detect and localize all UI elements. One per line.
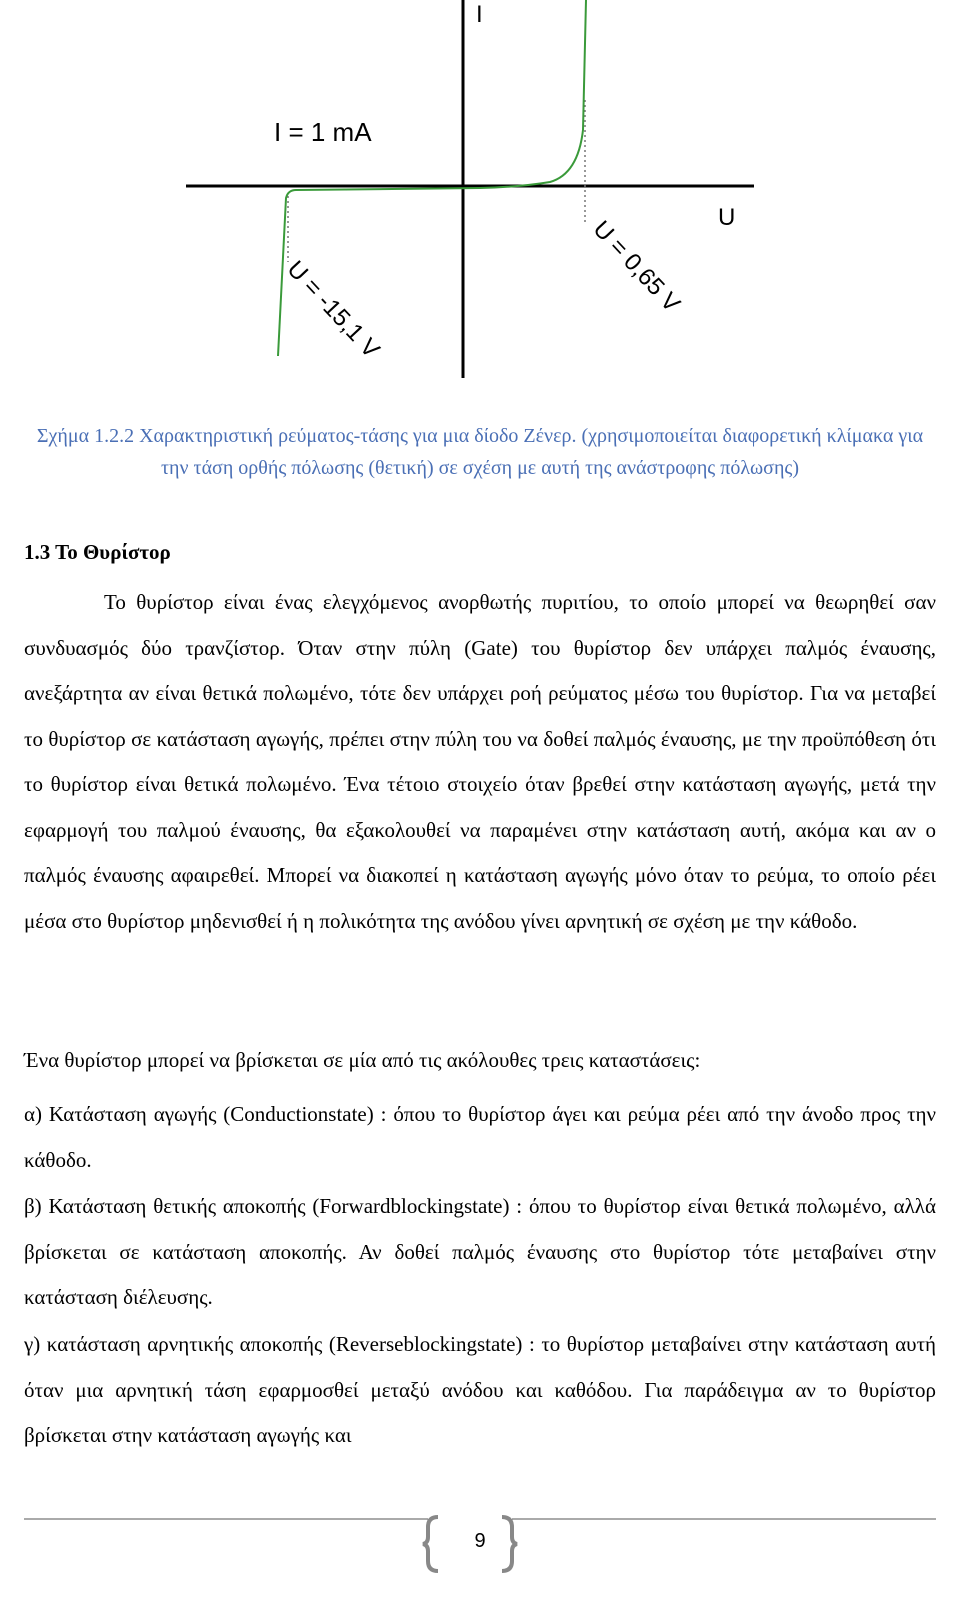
zener-iv-figure — [180, 0, 760, 400]
section-title: 1.3 Το Θυρίστορ — [24, 540, 171, 564]
paragraph-conduction-state: α) Κατάσταση αγωγής (Conductionstate) : όπου το θυρίστορ άγει και ρεύμα ρέει από την άνοδο προς την κάθοδο. — [24, 1102, 936, 1172]
i-axis-label: I — [476, 1, 483, 28]
paragraph-states-intro: Ένα θυρίστορ μπορεί να βρίσκεται σε μία από τις ακόλουθες τρεις καταστάσεις: — [24, 1048, 701, 1072]
reverse-voltage-label: U = -15,1 V — [281, 255, 385, 364]
page-number: 9 — [474, 1530, 486, 1552]
paragraph-reverse-blocking-state: γ) κατάσταση αρνητικής αποκοπής (Reverseblockingstate) : το θυρίστορ μεταβαίνει στην κατάσταση αυτή όταν μια αρνητική τάση εφαρμοσθεί μεταξύ ανόδου και καθόδου. Για παράδειγμα αν το θυρίστορ βρίσκεται στην κατάσταση αγωγής και — [24, 1332, 936, 1447]
zener-iv-graph — [180, 0, 760, 400]
u-axis-label: U — [718, 204, 736, 231]
current-label: I = 1 mA — [274, 117, 372, 147]
figure-caption: Σχήμα 1.2.2 Χαρακτηριστική ρεύματος-τάσης για μια δίοδο Ζένερ. (χρησιμοποιείται διαφορετική κλίμακα για την τάση ορθής πόλωσης (θετική) σε σχέση με αυτή της ανάστροφης πόλωσης) — [36, 425, 924, 479]
forward-voltage-label: U = 0,65 V — [587, 215, 686, 318]
paragraph-thyristor-intro: Το θυρίστορ είναι ένας ελεγχόμενος ανορθωτής πυριτίου, το οποίο μπορεί να θεωρηθεί σαν συνδυασμός δύο τρανζίστορ. Όταν στην πύλη (Gate) του θυρίστορ δεν υπάρχει παλμός έναυσης, ανεξάρτητα αν είναι θετικά πολωμένο, τότε δεν υπάρχει ροή ρεύματος μέσω του θυρίστορ. Για να μεταβεί το θυρίστορ σε κατάσταση αγωγής, πρέπει στην πύλη του να δοθεί παλμός έναυσης, με την προϋπόθεση ότι το θυρίστορ είναι θετικά πολωμένο. Ένα τέτοιο στοιχείο όταν βρεθεί στην κατάσταση αγωγής, μετά την εφαρμογή του παλμού έναυσης, θα εξακολουθεί να παραμένει στην κατάσταση αυτή, ακόμα και αν ο παλμός έναυσης αφαιρεθεί. Μπορεί να διακοπεί η κατάσταση αγωγής μόνο όταν το ρεύμα, το οποίο ρέει μέσα στο θυρίστορ μηδενισθεί ή η πολικότητα της ανόδου γίνει αρνητική σε σχέση με την κάθοδο. — [24, 590, 936, 933]
paragraph-forward-blocking-state: β) Κατάσταση θετικής αποκοπής (Forwardblockingstate) : όπου το θυρίστορ είναι θετικά πολωμένο, αλλά βρίσκεται σε κατάσταση αποκοπής. Αν δοθεί παλμός έναυσης στο θυρίστορ τότε μεταβαίνει στην κατάσταση διέλευσης. — [24, 1194, 936, 1309]
